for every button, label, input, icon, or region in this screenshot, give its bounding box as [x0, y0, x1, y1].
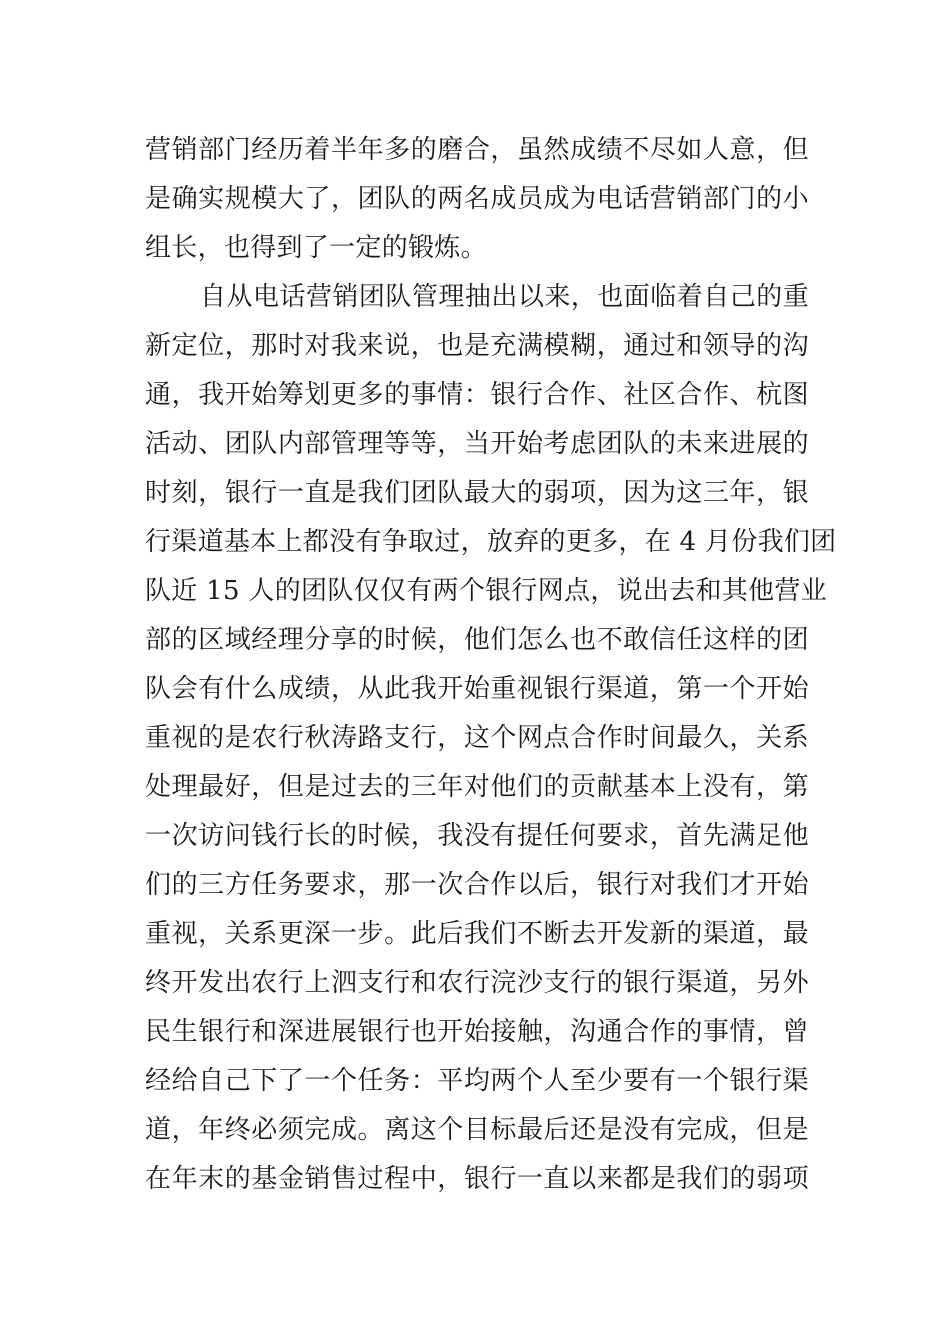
text-line: 是确实规模大了，团队的两名成员成为电话营销部门的小	[145, 184, 809, 214]
text-line: 部的区域经理分享的时候，他们怎么也不敢信任这样的团	[145, 625, 809, 655]
text-line: 重视，关系更深一步。此后我们不断去开发新的渠道，最	[145, 919, 809, 949]
text-line: 自从电话营销团队管理抽出以来，也面临着自己的重	[200, 282, 809, 312]
text-line: 经给自己下了一个任务：平均两个人至少要有一个银行渠	[145, 1066, 809, 1096]
text-line: 处理最好，但是过去的三年对他们的贡献基本上没有，第	[145, 772, 809, 802]
paragraph-1	[145, 126, 809, 273]
text-line: 终开发出农行上泗支行和农行浣沙支行的银行渠道，另外	[145, 968, 809, 998]
paragraph-2	[145, 273, 837, 1204]
text-line: 民生银行和深进展银行也开始接触，沟通合作的事情，曾	[145, 1017, 809, 1047]
text-line: 在年末的基金销售过程中，银行一直以来都是我们的弱项	[145, 1164, 809, 1194]
body-text	[145, 126, 837, 1204]
text-line: 通，我开始筹划更多的事情：银行合作、社区合作、杭图	[145, 380, 809, 410]
text-line: 一次访问钱行长的时候，我没有提任何要求，首先满足他	[145, 821, 809, 851]
text-line: 新定位，那时对我来说，也是充满模糊，通过和领导的沟	[145, 331, 809, 361]
text-line: 重视的是农行秋涛路支行，这个网点合作时间最久，关系	[145, 723, 809, 753]
text-line: 队会有什么成绩，从此我开始重视银行渠道，第一个开始	[145, 674, 809, 704]
text-line: 行渠道基本上都没有争取过，放弃的更多，在 4 月份我们团	[145, 527, 837, 557]
text-line: 营销部门经历着半年多的磨合，虽然成绩不尽如人意，但	[145, 135, 809, 165]
text-line: 们的三方任务要求，那一次合作以后，银行对我们才开始	[145, 870, 809, 900]
text-line: 道，年终必须完成。离这个目标最后还是没有完成，但是	[145, 1115, 809, 1145]
text-line: 组长，也得到了一定的锻炼。	[145, 233, 487, 263]
text-line: 队近 15 人的团队仅仅有两个银行网点，说出去和其他营业	[145, 576, 828, 606]
text-line: 活动、团队内部管理等等，当开始考虑团队的未来进展的	[145, 429, 809, 459]
text-line: 时刻，银行一直是我们团队最大的弱项，因为这三年，银	[145, 478, 809, 508]
